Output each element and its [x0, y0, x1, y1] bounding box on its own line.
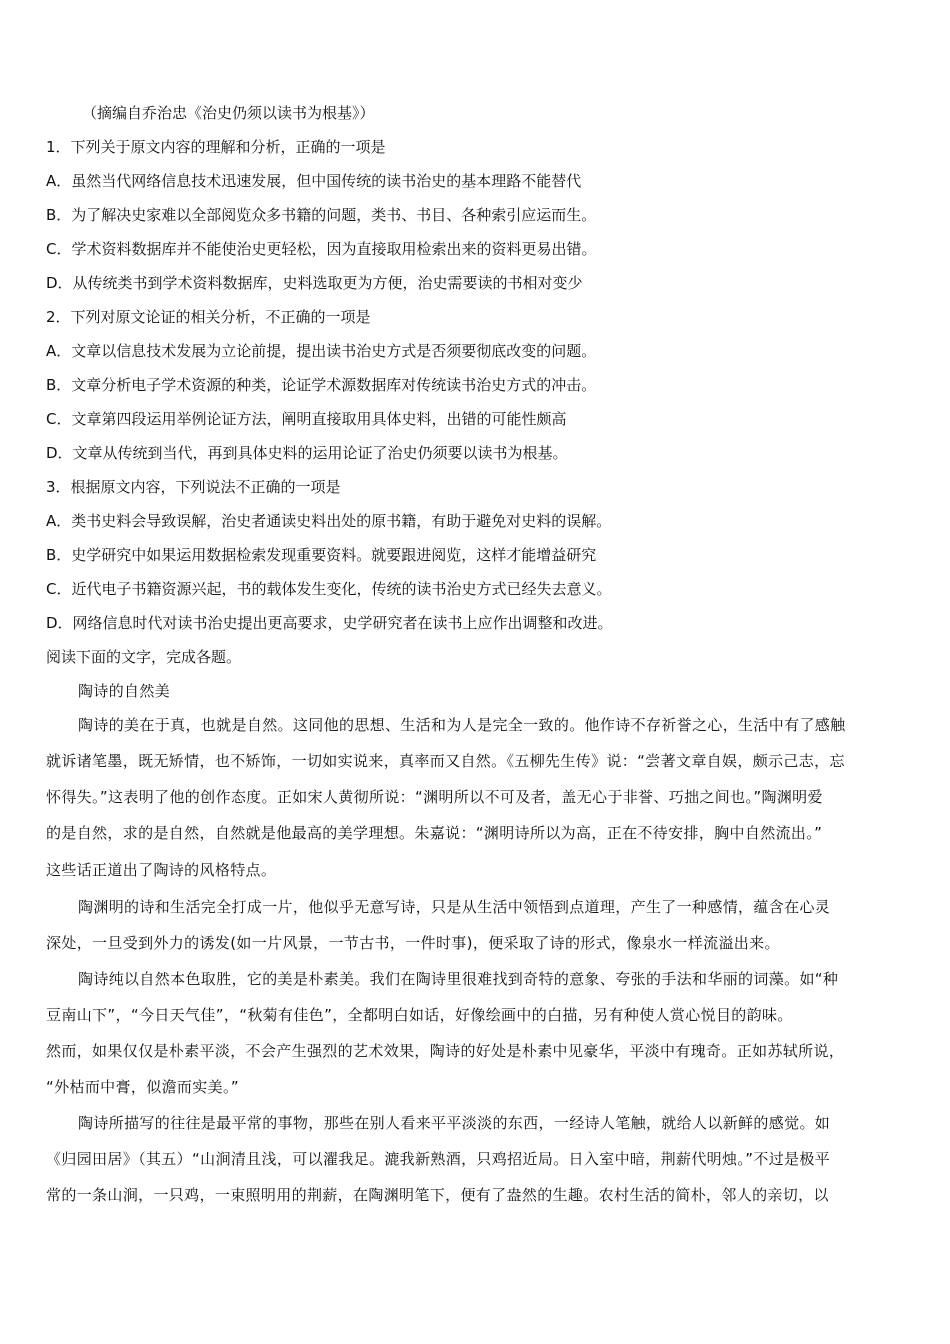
question-1-option-c: C．学术资料数据库并不能使治史更轻松，因为直接取用检索出来的资料更易出错。	[46, 240, 597, 258]
question-2-option-d: D．文章从传统到当代，再到具体史料的运用论证了治史仍须要以读书为根基。	[46, 444, 568, 462]
question-2-option-c: C．文章第四段运用举例论证方法，阐明直接取用具体史料，出错的可能性颇高	[46, 410, 567, 428]
question-3-stem: 3．根据原文内容，下列说法不正确的一项是	[46, 478, 341, 496]
article-line-14: 常的一条山涧，一只鸡，一束照明用的荆薪，在陶渊明笔下，便有了盎然的生趣。农村生活的简朴，邻人的亲切，以	[46, 1186, 829, 1204]
article-line-8: 陶诗纯以自然本色取胜，它的美是朴素美。我们在陶诗里很难找到奇特的意象、夸张的手法和华丽的词藻。如“种	[78, 970, 839, 988]
article-line-10: 然而，如果仅仅是朴素平淡，不会产生强烈的艺术效果，陶诗的好处是朴素中见豪华，平淡中有瑰奇。正如苏轼所说，	[46, 1042, 845, 1060]
article-line-7: 深处，一旦受到外力的诱发(如一片风景，一节古书，一件时事)，便采取了诗的形式，像泉水一样流溢出来。	[46, 934, 780, 952]
source-citation: （摘编自乔治忠《治史仍须以读书为根基》）	[82, 104, 375, 122]
article-line-6: 陶渊明的诗和生活完全打成一片，他似乎无意写诗，只是从生活中领悟到点道理，产生了一种感情，蕴含在心灵	[78, 898, 831, 916]
question-1-option-b: B．为了解决史家难以全部阅览众多书籍的问题，类书、书目、各种索引应运而生。	[46, 206, 597, 224]
article-line-3: 怀得失。”这表明了他的创作态度。正如宋人黄彻所说：“渊明所以不可及者，盖无心于非誉、巧拙之间也。”陶渊明爱	[46, 788, 823, 806]
question-3-option-a: A．类书史料会导致误解，治史者通读史料出处的原书籍，有助于避免对史料的误解。	[46, 512, 612, 530]
reading-prompt: 阅读下面的文字，完成各题。	[46, 648, 242, 666]
question-1-stem: 1．下列关于原文内容的理解和分析，正确的一项是	[46, 138, 386, 156]
question-1-option-d: D．从传统类书到学术资料数据库，史料选取更为方便，治史需要读的书相对变少	[46, 274, 583, 292]
article-title: 陶诗的自然美	[78, 682, 171, 700]
article-line-13: 《归园田居》（其五）“山涧清且浅，可以濯我足。漉我新熟酒，只鸡招近局。日入室中暗，荆薪代明烛。”不过是极平	[46, 1150, 831, 1168]
article-line-2: 就诉诸笔墨，既无矫情，也不矫饰，一切如实说来，真率而又自然。《五柳先生传》说：“尝著文章自娱，颇示己志，忘	[46, 752, 845, 770]
question-3-option-d: D．网络信息时代对读书治史提出更高要求，史学研究者在读书上应作出调整和改进。	[46, 614, 613, 632]
article-line-4: 的是自然，求的是自然，自然就是他最高的美学理想。朱嘉说：“渊明诗所以为高，正在不待安排，胸中自然流出。”	[46, 824, 823, 842]
article-line-5: 这些话正道出了陶诗的风格特点。	[46, 861, 277, 879]
article-line-1: 陶诗的美在于真，也就是自然。这同他的思想、生活和为人是完全一致的。他作诗不存祈誉之心，生活中有了感触	[78, 716, 846, 734]
question-2-option-a: A．文章以信息技术发展为立论前提，提出读书治史方式是否须要彻底改变的问题。	[46, 342, 597, 360]
article-line-11: “外枯而中膏，似澹而实美。”	[46, 1078, 239, 1096]
question-3-option-b: B．史学研究中如果运用数据检索发现重要资料。就要跟进阅览，这样才能增益研究	[46, 546, 597, 564]
question-1-option-a: A．虽然当代网络信息技术迅速发展，但中国传统的读书治史的基本理路不能替代	[46, 172, 582, 190]
question-2-option-b: B．文章分析电子学术资源的种类，论证学术源数据库对传统读书治史方式的冲击。	[46, 376, 597, 394]
article-line-9: 豆南山下”，“今日天气佳”，“秋菊有佳色”，全都明白如话，好像绘画中的白描，另有种使人赏心悦目的韵味。	[46, 1006, 793, 1024]
article-line-12: 陶诗所描写的往往是最平常的事物，那些在别人看来平平淡淡的东西，一经诗人笔触，就给人以新鲜的感觉。如	[78, 1114, 831, 1132]
question-2-stem: 2．下列对原文论证的相关分析，不正确的一项是	[46, 308, 371, 326]
question-3-option-c: C．近代电子书籍资源兴起，书的载体发生变化，传统的读书治史方式已经失去意义。	[46, 580, 612, 598]
